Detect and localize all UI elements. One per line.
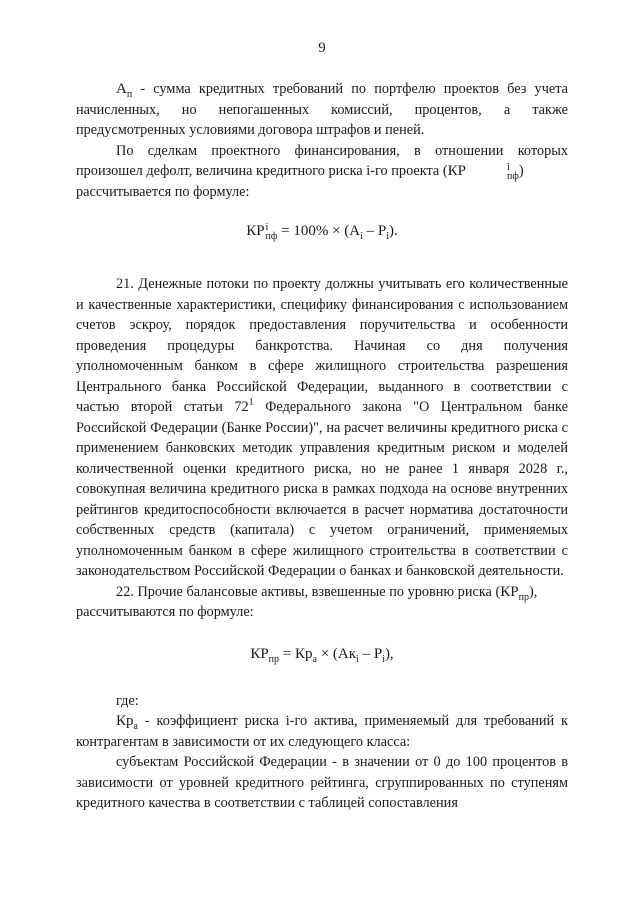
paragraph-22: [76, 582, 568, 603]
symbol-kr-pf-sup: i: [506, 161, 510, 173]
paragraph-22-text: 22. Прочие балансовые активы, взвешенные по уровню риска (: [116, 583, 501, 600]
formula2-eq: = Кр: [279, 645, 313, 662]
formula1-rhs-end: ).: [389, 223, 398, 239]
paragraph-21-sup: 1: [248, 397, 254, 409]
formula2-mid: × (Ак: [316, 645, 357, 662]
formula1-rhs: = 100% × (А: [277, 223, 361, 239]
default-projects-close: ): [518, 163, 524, 179]
symbol-kr-pf-sub: пф: [506, 170, 519, 182]
paragraph-kr-a-definition: [76, 711, 568, 752]
formula2-minus: – Р: [358, 645, 383, 662]
formula-kr-pr: [76, 643, 568, 665]
symbol-kr-pf-indices: [467, 163, 519, 181]
formula2-eq-sub: а: [312, 653, 317, 665]
symbol-kr-a: Кр: [116, 713, 134, 729]
formula1-lhs-indices: [266, 223, 278, 241]
paragraph-21-text-a: 21. Денежные потоки по проекту должны учитывать его количественные и качественные характеристики, специфику финансирования с использованием счетов эскроу, порядок предоставления поручительства и особенности проведения процедуры банкротства. Начиная со дня получения уполномоченным банком в сфере жилищного строительства разрешения Центрального банка Российской Федерации, выданного в соответствии с частью второй статьи 72: [76, 276, 568, 415]
symbol-kr-pf: КР: [447, 163, 466, 179]
paragraph-21-text-b: Федерального закона "О Центральном банке Российской Федерации (Банке России)", на расчет величины кредитного риска с применением банковских методик управления кредитным риском и моделей количественной оценки кредитного риска, но не ранее 1 января 2028 г., совокупная величина кредитного риска в рамках подхода на основе внутренних рейтингов кредитоспособности включается в расчет норматива достаточности собственных средств (капитала) с учетом ограничений, применяемых уполномоченным банком в сфере жилищного строительства в соответствии с законодательством Российской Федерации о банках и банковской деятельности.: [76, 399, 568, 579]
symbol-kr-pr: КР: [500, 583, 519, 600]
formula1-lhs-sup: i: [265, 221, 269, 233]
formula2-minus-sub: i: [382, 653, 385, 665]
formula-kr-pf: [76, 220, 568, 242]
formula2-mid-sub: i: [356, 653, 359, 665]
paragraph-21: [76, 274, 568, 582]
symbol-ap-sub: п: [126, 88, 133, 100]
kr-a-definition-text: - коэффициент риска i-го актива, применяемый для требований к контрагентам в зависимости от их следующего класса:: [76, 713, 568, 750]
symbol-kr-a-sub: а: [133, 720, 138, 732]
formula1-rhs-sub1: i: [360, 231, 363, 242]
formula2-lhs-sub: пр: [268, 653, 280, 665]
paragraph-default-projects: [76, 141, 568, 182]
default-projects-text: По сделкам проектного финансирования, в отношении которых произошел дефолт, величина кредитного риска i-го проекта (: [76, 142, 568, 179]
ap-definition-text: - сумма кредитных требований по портфелю проектов без учета начисленных, но непогашенных комиссий, процентов, а также предусмотренных условиями договора штрафов и пеней.: [76, 81, 568, 138]
where-label: где:: [116, 692, 139, 709]
paragraph-22-cont: рассчитываются по формуле:: [76, 604, 254, 620]
symbol-kr-pr-sub: пр: [518, 591, 529, 603]
formula1-rhs-sub2: i: [386, 231, 390, 242]
formula2-end: ),: [384, 645, 394, 662]
paragraph-subjects-rf: субъектам Российской Федерации - в значении от 0 до 100 процентов в зависимости от уровней кредитного рейтинга, сгруппированных по ступеням кредитного качества в соответствии с таблицей сопоставления: [76, 754, 568, 811]
paragraph-default-projects-cont: рассчитывается по формуле:: [76, 183, 250, 200]
page-number: 9: [318, 40, 326, 56]
symbol-ap: А: [116, 81, 127, 97]
formula1-lhs: КР: [246, 223, 265, 239]
formula1-lhs-sub: пф: [265, 230, 278, 242]
paragraph-ap-definition: [76, 79, 568, 141]
formula2-lhs: КР: [250, 645, 269, 662]
formula1-rhs-mid: – Р: [362, 223, 387, 239]
paragraph-22-close: ),: [528, 583, 538, 600]
